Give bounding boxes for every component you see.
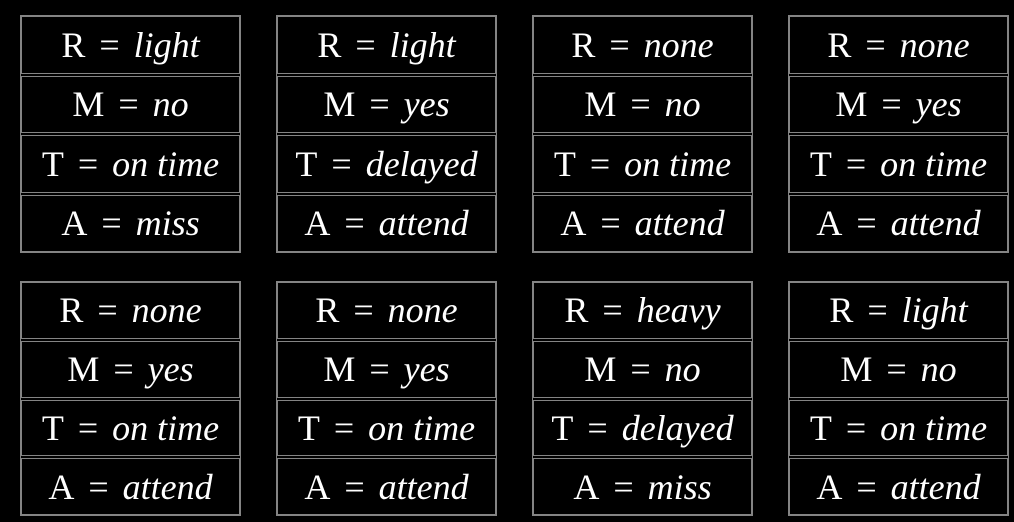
assignment-row (533, 76, 752, 134)
assignment-row (789, 400, 1008, 457)
assignment-row (21, 282, 240, 339)
assignment-row (789, 16, 1008, 74)
variable-label: T (295, 143, 318, 184)
value-label: attend (378, 466, 469, 507)
equals-sign: = (867, 290, 888, 331)
variable-label: R (315, 290, 340, 331)
sample-card-8 (788, 281, 1009, 516)
assignment-row (533, 195, 752, 253)
sample-card-5 (20, 281, 241, 516)
variable-label: R (827, 24, 852, 65)
equals-sign: = (99, 24, 120, 65)
value-label: on time (624, 143, 732, 184)
assignment-row (21, 458, 240, 515)
value-label: attend (634, 203, 725, 244)
assignment-row (533, 458, 752, 515)
variable-label: M (840, 349, 873, 390)
equals-sign: = (856, 466, 877, 507)
value-label: yes (147, 349, 194, 390)
equals-sign: = (881, 84, 902, 125)
value-label: attend (378, 203, 469, 244)
value-label: on time (112, 407, 220, 448)
assignment-row (533, 400, 752, 457)
assignment-row (789, 341, 1008, 398)
sample-card-2 (276, 15, 497, 253)
variable-label: A (61, 203, 88, 244)
value-label: no (920, 349, 957, 390)
assignment-row (277, 76, 496, 134)
value-label: miss (135, 203, 200, 244)
equals-sign: = (602, 290, 623, 331)
equals-sign: = (101, 203, 122, 244)
assignment-row (277, 16, 496, 74)
equals-sign: = (118, 84, 139, 125)
assignment-row (277, 341, 496, 398)
variable-label: R (317, 24, 342, 65)
equals-sign: = (369, 349, 390, 390)
value-label: light (133, 24, 200, 65)
equals-sign: = (353, 290, 374, 331)
equals-sign: = (113, 349, 134, 390)
value-label: miss (647, 466, 712, 507)
variable-label: R (61, 24, 86, 65)
assignment-row (533, 341, 752, 398)
value-label: yes (403, 84, 450, 125)
value-label: light (389, 24, 456, 65)
equals-sign: = (845, 143, 867, 184)
equals-sign: = (77, 407, 99, 448)
variable-label: M (835, 84, 868, 125)
equals-sign: = (600, 203, 621, 244)
sample-card-7 (532, 281, 753, 516)
equals-sign: = (609, 24, 630, 65)
value-label: on time (112, 143, 220, 184)
equals-sign: = (369, 84, 390, 125)
value-label: on time (368, 407, 476, 448)
value-label: attend (890, 203, 981, 244)
equals-sign: = (331, 143, 352, 184)
variable-label: M (323, 84, 356, 125)
variable-label: R (829, 290, 854, 331)
equals-sign: = (630, 84, 651, 125)
equals-sign: = (613, 466, 634, 507)
sample-card-1 (20, 15, 241, 253)
equals-sign: = (344, 203, 365, 244)
variable-label: R (564, 290, 589, 331)
equals-sign: = (355, 24, 376, 65)
variable-label: A (560, 203, 587, 244)
equals-sign: = (333, 407, 355, 448)
assignment-row (277, 400, 496, 457)
value-label: none (387, 290, 458, 331)
variable-label: R (571, 24, 596, 65)
equals-sign: = (589, 143, 611, 184)
variable-label: M (584, 349, 617, 390)
equals-sign: = (97, 290, 118, 331)
assignment-row (789, 135, 1008, 193)
assignment-row (789, 76, 1008, 134)
equals-sign: = (865, 24, 886, 65)
variable-label: M (72, 84, 105, 125)
value-label: no (152, 84, 189, 125)
sample-cards-grid (20, 15, 1009, 516)
assignment-row (277, 458, 496, 515)
equals-sign: = (856, 203, 877, 244)
variable-label: R (59, 290, 84, 331)
value-label: none (899, 24, 970, 65)
value-label: attend (890, 466, 981, 507)
sample-card-4 (788, 15, 1009, 253)
sample-card-3 (532, 15, 753, 253)
variable-label: M (323, 349, 356, 390)
variable-label: T (551, 407, 574, 448)
assignment-row (789, 195, 1008, 253)
variable-label: T (297, 407, 320, 448)
variable-label: A (573, 466, 600, 507)
assignment-row (533, 16, 752, 74)
assignment-row (21, 76, 240, 134)
assignment-row (21, 195, 240, 253)
value-label: no (664, 349, 701, 390)
variable-label: T (809, 143, 832, 184)
equals-sign: = (77, 143, 99, 184)
equals-sign: = (845, 407, 867, 448)
equals-sign: = (344, 466, 365, 507)
equals-sign: = (630, 349, 651, 390)
variable-label: M (67, 349, 100, 390)
variable-label: T (809, 407, 832, 448)
assignment-row (21, 341, 240, 398)
assignment-row (533, 135, 752, 193)
value-label: delayed (365, 143, 478, 184)
assignment-row (277, 135, 496, 193)
value-label: heavy (636, 290, 721, 331)
variable-label: A (816, 203, 843, 244)
assignment-row (277, 282, 496, 339)
value-label: on time (880, 143, 988, 184)
value-label: light (901, 290, 968, 331)
variable-label: T (41, 407, 64, 448)
variable-label: A (304, 466, 331, 507)
assignment-row (789, 458, 1008, 515)
sample-card-6 (276, 281, 497, 516)
value-label: yes (915, 84, 962, 125)
variable-label: A (304, 203, 331, 244)
value-label: on time (880, 407, 988, 448)
assignment-row (21, 400, 240, 457)
assignment-row (21, 135, 240, 193)
value-label: yes (403, 349, 450, 390)
variable-label: A (48, 466, 75, 507)
variable-label: T (553, 143, 576, 184)
variable-label: A (816, 466, 843, 507)
assignment-row (277, 195, 496, 253)
equals-sign: = (587, 407, 608, 448)
variable-label: M (584, 84, 617, 125)
equals-sign: = (88, 466, 109, 507)
assignment-row (533, 282, 752, 339)
value-label: none (643, 24, 714, 65)
equals-sign: = (886, 349, 907, 390)
value-label: no (664, 84, 701, 125)
variable-label: T (41, 143, 64, 184)
value-label: delayed (621, 407, 734, 448)
value-label: attend (122, 466, 213, 507)
assignment-row (21, 16, 240, 74)
assignment-row (789, 282, 1008, 339)
value-label: none (131, 290, 202, 331)
